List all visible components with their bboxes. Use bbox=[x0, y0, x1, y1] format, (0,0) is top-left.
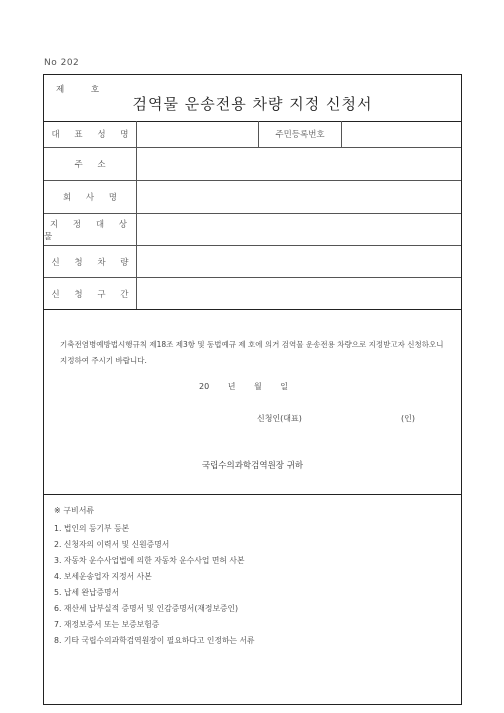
request-text: 기축전염병예방법시행규칙 제18조 제3항 및 동법예규 제 호에 의거 검역물 운송전용 차량으로 지정받고자 신청하오니 지정하여 주시기 바랍니다. bbox=[60, 340, 444, 365]
required-documents-list bbox=[54, 521, 255, 649]
list-item: 3. 자동차 운수사업법에 의한 자동차 운수사업 면허 사본 bbox=[54, 556, 245, 565]
registration-number-label: 제 호 bbox=[56, 85, 112, 95]
list-item: 1. 법인의 등기부 등본 bbox=[54, 524, 130, 533]
address-label: 주 소 bbox=[44, 148, 137, 180]
addressee: 국립수의과학검역원장 귀하 bbox=[201, 461, 304, 471]
designated-label: 지 정 대 상 물 bbox=[44, 214, 137, 245]
applicant-label: 신청인(대표) bbox=[257, 414, 302, 423]
document-title: 검역물 운송전용 차량 지정 신청서 bbox=[132, 95, 373, 113]
list-item: 6. 재산세 납부실적 증명서 및 인감증명서(재정보증인) bbox=[54, 604, 239, 613]
row-address bbox=[44, 148, 461, 181]
application-form bbox=[43, 74, 462, 705]
row-representative bbox=[44, 121, 461, 148]
seal-label: (인) bbox=[401, 414, 415, 423]
row-route bbox=[44, 278, 461, 310]
list-item: 8. 기타 국립수의과학검역원장이 필요하다고 인정하는 서류 bbox=[54, 636, 255, 645]
resident-id-label: 주민등록번호 bbox=[258, 121, 342, 147]
row-company bbox=[44, 181, 461, 214]
list-item: 7. 재정보증서 또는 보증보험증 bbox=[54, 620, 160, 629]
title-section bbox=[44, 75, 461, 122]
list-item: 2. 신청자의 이력서 및 신원증명서 bbox=[54, 540, 170, 549]
route-label: 신 청 구 간 bbox=[44, 278, 137, 309]
row-designated bbox=[44, 214, 461, 246]
company-label: 회 사 명 bbox=[44, 181, 137, 213]
required-documents-title: ※ 구비서류 bbox=[54, 506, 95, 515]
required-documents bbox=[44, 494, 461, 705]
list-item: 4. 보세운송업자 지정서 사본 bbox=[54, 572, 152, 581]
row-vehicle bbox=[44, 246, 461, 278]
form-number: No 202 bbox=[44, 58, 80, 68]
date-line: 20 년 월 일 bbox=[199, 382, 288, 391]
representative-label: 대 표 성 명 bbox=[44, 121, 137, 147]
list-item: 5. 납세 완납증명서 bbox=[54, 588, 120, 597]
vehicle-label: 신 청 차 량 bbox=[44, 246, 137, 277]
